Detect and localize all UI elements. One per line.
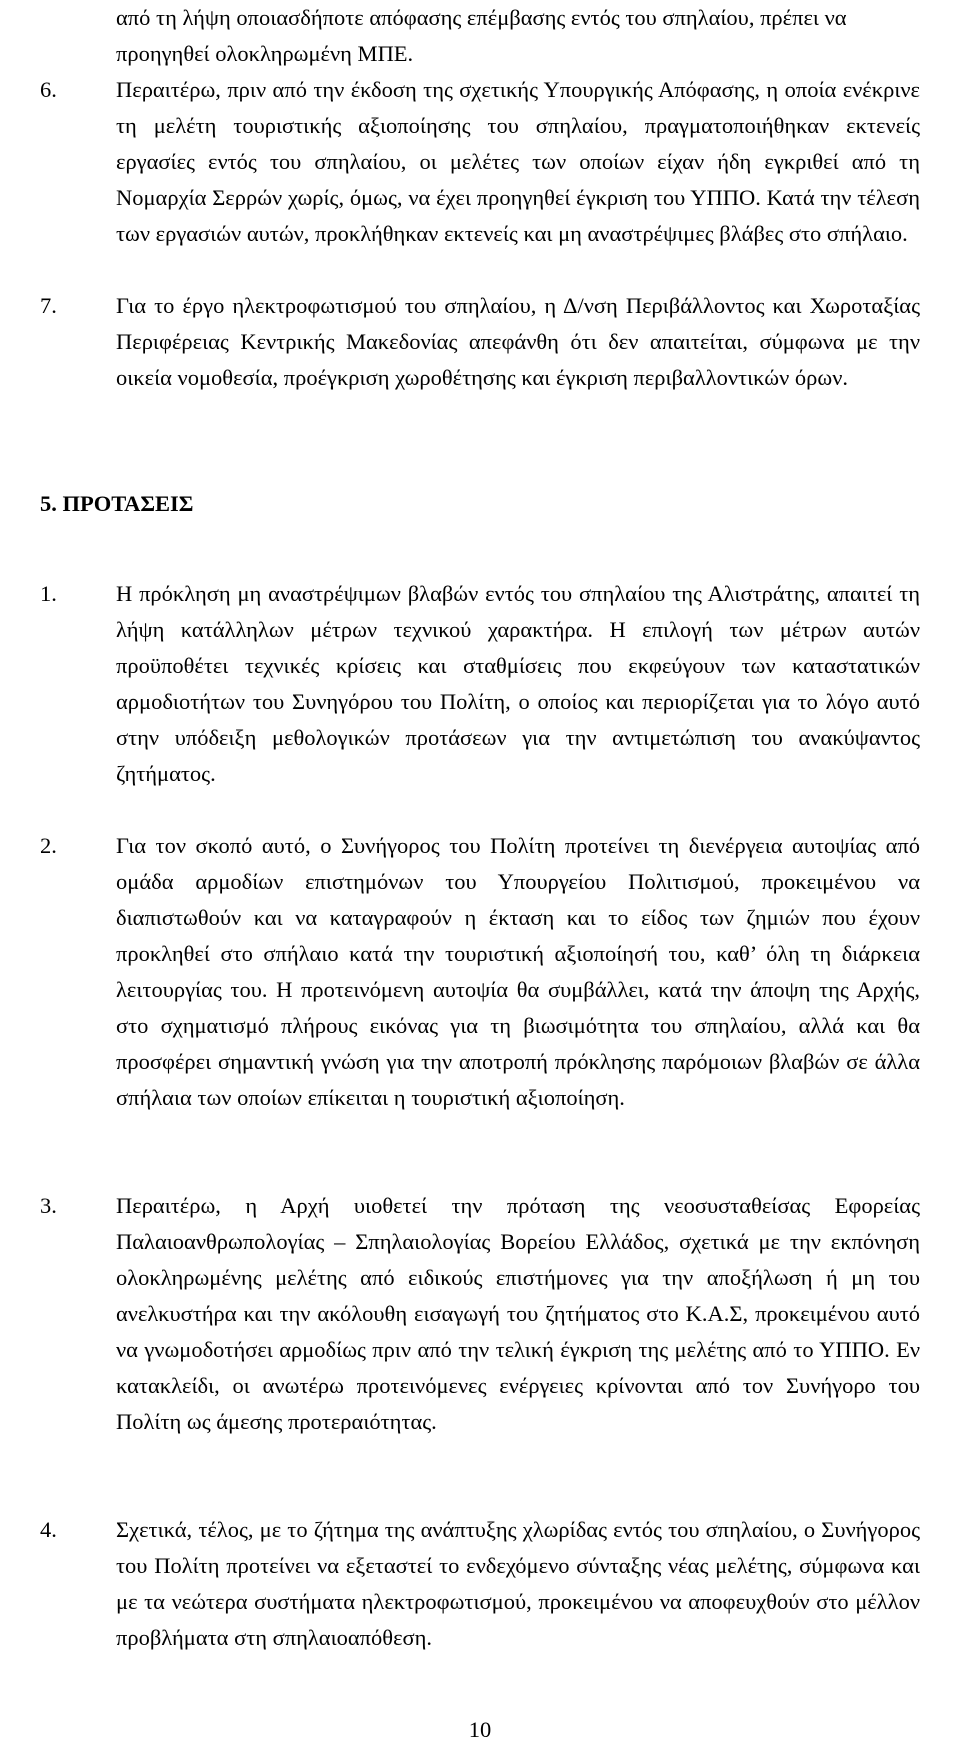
- finding-item: [40, 72, 920, 252]
- proposal-number: 4.: [40, 1517, 57, 1542]
- proposal-text: Περαιτέρω, η Αρχή υιοθετεί την πρόταση της νεοσυσταθείσας Εφορείας Παλαιοανθρωπολογίας – Σπηλαιολογίας Βορείου Ελλάδος, σχετικά με την εκπόνηση ολοκληρωμένης μελέτης από ειδικούς επιστήμονες για την αποξήλωση ή μη του ανελκυστήρα και την ακόλουθη εισαγωγή του ζητήματος στο Κ.Α.Σ, προκειμένου αυτό να γνωμοδοτήσει αρμοδίως πριν από την τελική έγκριση της μελέτης από το ΥΠΠΟ. Εν κατακλείδι, οι ανωτέρω προτεινόμενες ενέργειες κρίνονται από τον Συνήγορο του Πολίτη ως άμεσης προτεραιότητας.: [116, 1193, 920, 1434]
- continuation-paragraph: [40, 0, 920, 72]
- proposal-number: 3.: [40, 1193, 57, 1218]
- proposal-item: [40, 1188, 920, 1440]
- proposal-number: 1.: [40, 581, 57, 606]
- proposal-item: [40, 828, 920, 1116]
- proposal-text: Η πρόκληση μη αναστρέψιμων βλαβών εντός του σπηλαίου της Αλιστράτης, απαιτεί τη λήψη κατάλληλων μέτρων τεχνικού χαρακτήρα. Η επιλογή των μέτρων αυτών προϋποθέτει τεχνικές κρίσεις και σταθμίσεις που εκφεύγουν των καταστατικών αρμοδιοτήτων του Συνηγόρου του Πολίτη, ο οποίος και περιορίζεται για το λόγο αυτό στην υπόδειξη μεθολογικών προτάσεων για την αντιμετώπιση του ανακύψαντος ζητήματος.: [116, 581, 920, 786]
- proposal-number: 2.: [40, 833, 57, 858]
- finding-text: Περαιτέρω, πριν από την έκδοση της σχετικής Υπουργικής Απόφασης, η οποία ενέκρινε τη μελέτη τουριστικής αξιοποίησης του σπηλαίου, πραγματοποιήθηκαν εκτενείς εργασίες εντός του σπηλαίου, οι μελέτες των οποίων είχαν ήδη εγκριθεί από τη Νομαρχία Σερρών χωρίς, όμως, να έχει προηγηθεί έγκριση του ΥΠΠΟ. Κατά την τέλεση των εργασιών αυτών, προκλήθηκαν εκτενείς και μη αναστρέψιμες βλάβες στο σπήλαιο.: [116, 77, 920, 246]
- proposal-text: Για τον σκοπό αυτό, ο Συνήγορος του Πολίτη προτείνει τη διενέργεια αυτοψίας από ομάδα αρμοδίων επιστημόνων του Υπουργείου Πολιτισμού, προκειμένου να διαπιστωθούν και να καταγραφούν η έκταση και το είδος των ζημιών που έχουν προκληθεί στο σπήλαιο κατά την τουριστική αξιοποίησή του, καθ’ όλη τη διάρκεια λειτουργίας του. Η προτεινόμενη αυτοψία θα συμβάλλει, κατά την άποψη της Αρχής, στο σχηματισμό πλήρους εικόνας για τη βιωσιμότητα του σπηλαίου, αλλά και θα προσφέρει σημαντική γνώση για την αποτροπή πρόκλησης παρόμοιων βλαβών σε άλλα σπήλαια των οποίων επίκειται η τουριστική αξιοποίηση.: [116, 833, 920, 1110]
- finding-text: Για το έργο ηλεκτροφωτισμού του σπηλαίου, η Δ/νση Περιβάλλοντος και Χωροταξίας Περιφέρειας Κεντρικής Μακεδονίας απεφάνθη ότι δεν απαιτείται, σύμφωνα με την οικεία νομοθεσία, προέγκριση χωροθέτησης και έγκριση περιβαλλοντικών όρων.: [116, 293, 920, 390]
- proposal-text: Σχετικά, τέλος, με το ζήτημα της ανάπτυξης χλωρίδας εντός του σπηλαίου, ο Συνήγορος του Πολίτη προτείνει να εξεταστεί το ενδεχόμενο σύνταξης νέας μελέτης, σύμφωνα και με τα νεώτερα συστήματα ηλεκτροφωτισμού, προκειμένου να αποφευχθούν στο μέλλον προβλήματα στη σπηλαιοαπόθεση.: [116, 1517, 920, 1650]
- proposal-item: [40, 1512, 920, 1656]
- finding-number: 7.: [40, 293, 57, 318]
- section-heading: 5. ΠΡΟΤΑΣΕΙΣ: [40, 491, 194, 516]
- continuation-text: από τη λήψη οποιασδήποτε απόφασης επέμβασης εντός του σπηλαίου, πρέπει να προηγηθεί ολοκληρωμένη ΜΠΕ.: [116, 5, 847, 66]
- page-number: 10: [468, 1717, 492, 1742]
- proposal-item: [40, 576, 920, 792]
- finding-number: 6.: [40, 77, 57, 102]
- finding-item: [40, 288, 920, 396]
